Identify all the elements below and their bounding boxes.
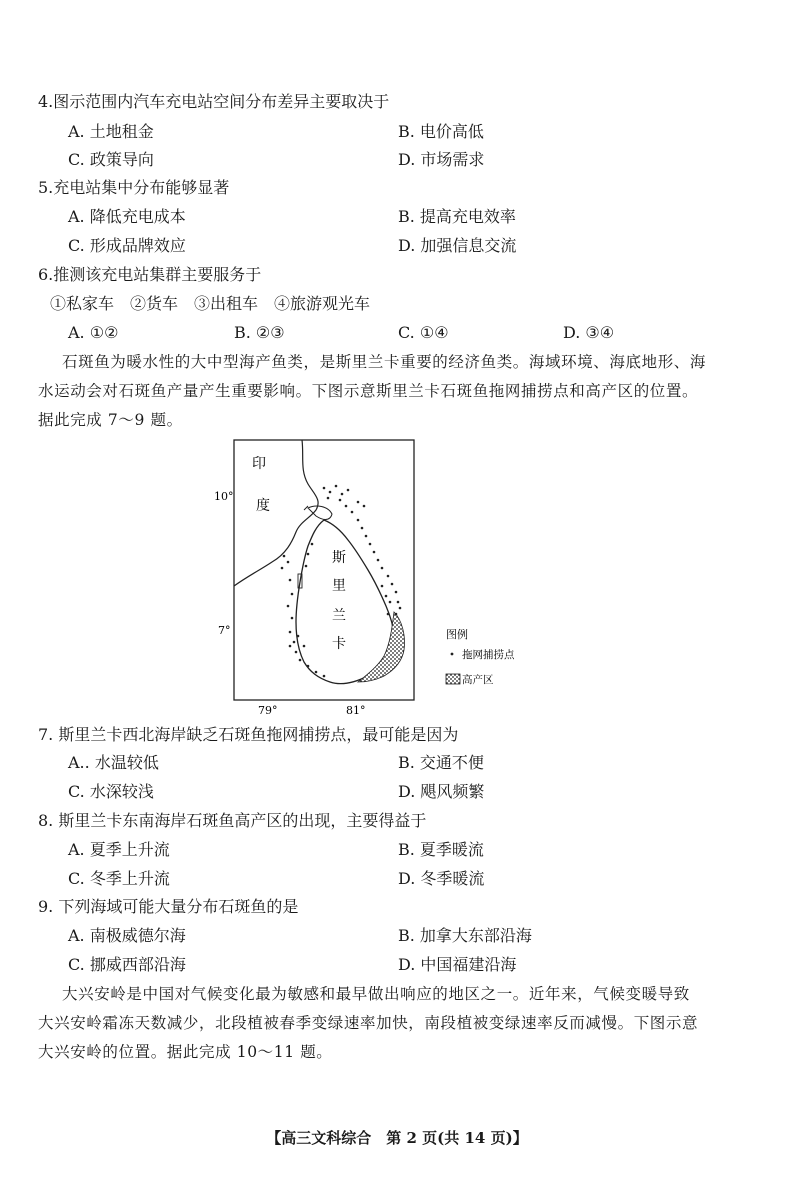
trawl-point	[381, 585, 384, 588]
trawl-point	[387, 613, 390, 616]
q8-option-a: A. 夏季上升流	[68, 840, 170, 859]
q5-option-d: D. 加强信息交流	[398, 236, 517, 255]
q8-option-c: C. 冬季上升流	[68, 869, 170, 888]
trawl-point	[347, 489, 350, 492]
trawl-point	[339, 499, 342, 502]
trawl-point	[361, 527, 364, 530]
q9-option-b: B. 加拿大东部沿海	[398, 926, 532, 945]
trawl-point	[357, 519, 360, 522]
q7-option-c: C. 水深较浅	[68, 782, 154, 801]
q6-option-b: B. ②③	[234, 323, 285, 342]
q6-option-d: D. ③④	[563, 323, 615, 342]
lon-81-label: 81°	[346, 704, 366, 716]
q5-stem: 5.充电站集中分布能够显著	[38, 178, 230, 197]
label-sl-2: 里	[332, 578, 346, 594]
q7-option-b: B. 交通不便	[398, 753, 484, 772]
intro1-line1: 石斑鱼为暖水性的大中型海产鱼类，是斯里兰卡重要的经济鱼类。海域环境、海底地形、海	[62, 353, 707, 371]
trawl-point	[307, 665, 310, 668]
trawl-point	[373, 551, 376, 554]
trawl-point	[385, 595, 388, 598]
trawl-point	[289, 579, 292, 582]
q7-stem: 7. 斯里兰卡西北海岸缺乏石斑鱼拖网捕捞点，最可能是因为	[38, 725, 459, 744]
trawl-point	[307, 553, 310, 556]
q4-option-c: C. 政策导向	[68, 150, 154, 169]
q9-option-d: D. 中国福建沿海	[398, 955, 517, 974]
trawl-point	[327, 497, 330, 500]
legend-area-label: 高产区	[462, 674, 494, 686]
q4-stem: 4.图示范围内汽车充电站空间分布差异主要取决于	[38, 92, 390, 111]
q6-option-a: A. ①②	[68, 323, 119, 342]
trawl-point	[283, 555, 286, 558]
legend-title: 图例	[446, 628, 468, 641]
q8-option-b: B. 夏季暖流	[398, 840, 484, 859]
trawl-point	[377, 559, 380, 562]
trawl-point	[323, 675, 326, 678]
page-footer: 【高三文科综合 第 2 页(共 14 页)】	[266, 1129, 528, 1147]
label-sl-3: 兰	[332, 608, 346, 624]
q4-option-b: B. 电价高低	[398, 122, 484, 141]
trawl-point	[395, 613, 398, 616]
trawl-point	[369, 543, 372, 546]
q6-items: ①私家车 ②货车 ③出租车 ④旅游观光车	[50, 294, 371, 313]
trawl-point	[291, 617, 294, 620]
q4-option-a: A. 土地租金	[68, 122, 154, 141]
q5-option-c: C. 形成品牌效应	[68, 236, 186, 255]
trawl-point	[329, 491, 332, 494]
trawl-point	[287, 561, 290, 564]
trawl-point	[297, 635, 300, 638]
label-sl-1: 斯	[332, 550, 346, 566]
lat-10-label: 10°	[214, 490, 234, 503]
trawl-point	[289, 631, 292, 634]
label-india-2: 度	[256, 498, 270, 514]
trawl-point	[293, 641, 296, 644]
trawl-point	[387, 575, 390, 578]
trawl-point	[281, 567, 284, 570]
trawl-point	[287, 605, 290, 608]
legend-dot-label: 拖网捕捞点	[462, 649, 515, 661]
trawl-point	[295, 651, 298, 654]
q7-option-a: A.. 水温较低	[68, 753, 159, 772]
q4-option-d: D. 市场需求	[398, 150, 485, 169]
intro1-line3: 据此完成 7～9 题。	[38, 411, 183, 429]
trawl-point	[389, 601, 392, 604]
trawl-point	[345, 505, 348, 508]
q6-stem: 6.推测该充电站集群主要服务于	[38, 265, 262, 284]
trawl-point	[303, 645, 306, 648]
trawl-point	[305, 565, 308, 568]
trawl-point	[315, 671, 318, 674]
q5-option-b: B. 提高充电效率	[398, 207, 516, 226]
trawl-point	[311, 543, 314, 546]
trawl-point	[341, 493, 344, 496]
label-sl-4: 卡	[332, 636, 346, 652]
intro1-line2: 水运动会对石斑鱼产量产生重要影响。下图示意斯里兰卡石斑鱼拖网捕捞点和高产区的位置。	[38, 382, 699, 400]
intro2-line3: 大兴安岭的位置。据此完成 10～11 题。	[38, 1043, 333, 1061]
q5-option-a: A. 降低充电成本	[68, 207, 186, 226]
trawl-point	[335, 485, 338, 488]
trawl-point	[323, 487, 326, 490]
q8-option-d: D. 冬季暖流	[398, 869, 485, 888]
trawl-point	[395, 591, 398, 594]
q9-option-c: C. 挪威西部沿海	[68, 955, 186, 974]
trawl-point	[299, 659, 302, 662]
trawl-point	[291, 593, 294, 596]
trawl-point	[397, 601, 400, 604]
trawl-point	[363, 505, 366, 508]
legend-area-icon	[446, 674, 460, 684]
lat-7-label: 7°	[218, 624, 231, 637]
q8-stem: 8. 斯里兰卡东南海岸石斑鱼高产区的出现，主要得益于	[38, 811, 427, 830]
trawl-point	[381, 567, 384, 570]
q9-stem: 9. 下列海域可能大量分布石斑鱼的是	[38, 897, 299, 916]
trawl-point	[351, 511, 354, 514]
trawl-point	[391, 583, 394, 586]
lon-79-label: 79°	[258, 704, 278, 716]
intro2-line1: 大兴安岭是中国对气候变化最为敏感和最早做出响应的地区之一。近年来，气候变暖导致	[62, 985, 690, 1003]
trawl-point	[399, 607, 402, 610]
trawl-point	[357, 501, 360, 504]
q7-option-d: D. 飓风频繁	[398, 782, 485, 801]
q9-option-a: A. 南极威德尔海	[68, 926, 186, 945]
trawl-point	[365, 535, 368, 538]
legend-dot-icon	[451, 653, 454, 656]
trawl-point	[289, 645, 292, 648]
sri-lanka-map	[212, 436, 542, 716]
intro2-line2: 大兴安岭霜冻天数减少，北段植被春季变绿速率加快，南段植被变绿速率反而减慢。下图示意	[38, 1014, 699, 1032]
q6-option-c: C. ①④	[398, 323, 449, 342]
label-india-1: 印	[252, 456, 266, 472]
